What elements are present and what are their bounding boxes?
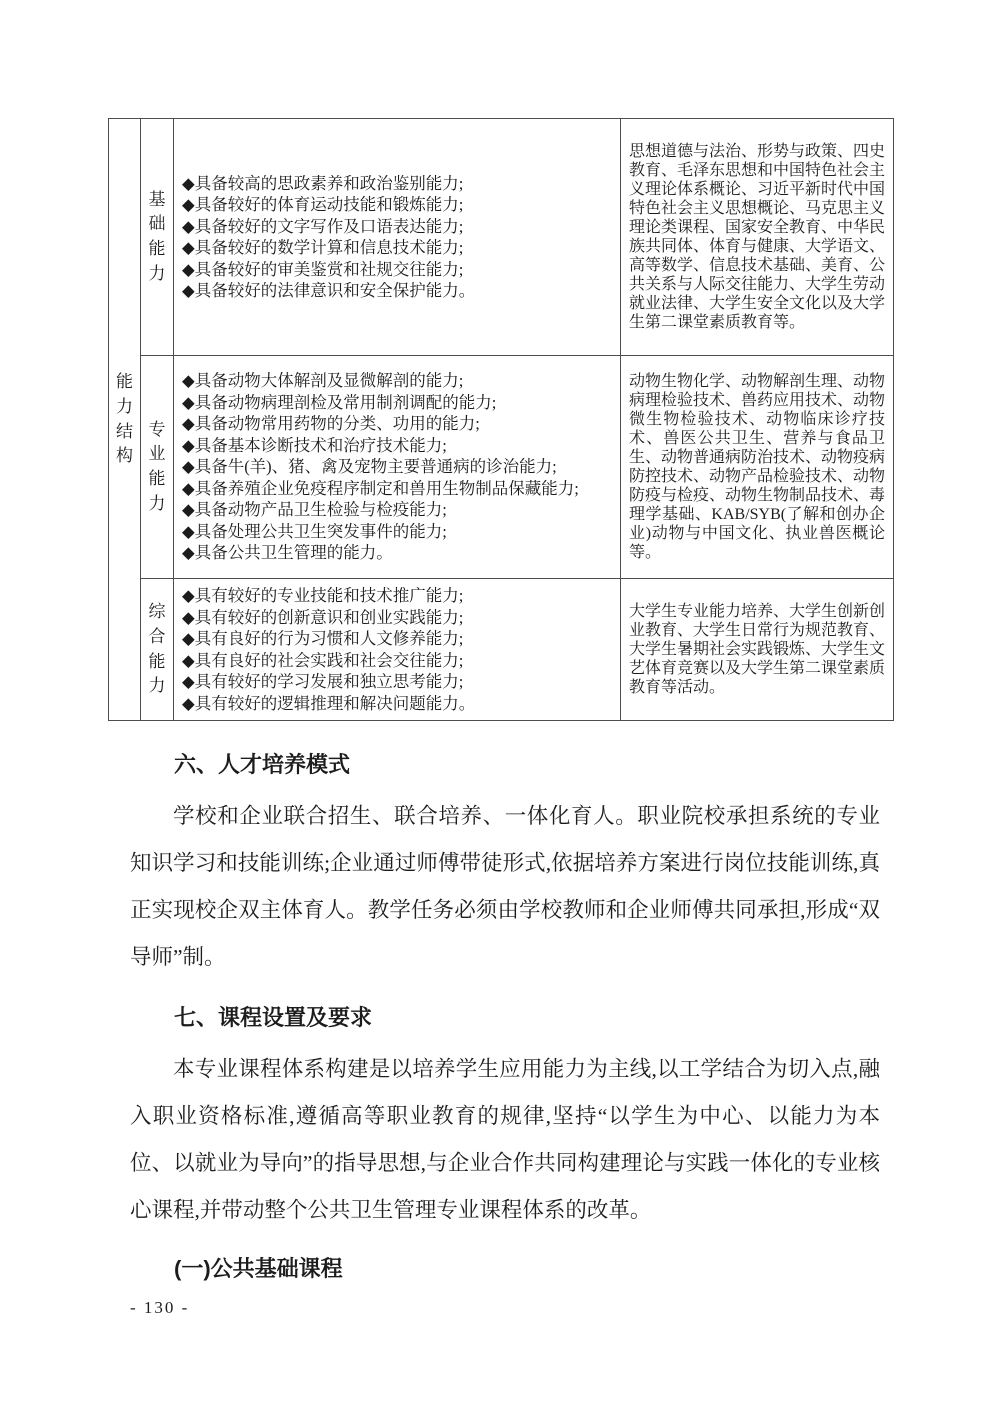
body-sections [130, 750, 880, 1284]
courses-cell [621, 119, 894, 356]
ability-item: ◆具备公共卫生管理的能力。 [182, 543, 393, 563]
page-content [108, 118, 893, 1284]
group-label: 能力结构 [116, 372, 133, 466]
row-label-basic: 基础能力 [148, 189, 166, 283]
ability-structure-table [108, 118, 894, 721]
ability-item: ◆具有较好的专业技能和技术推广能力; [182, 586, 464, 605]
ability-item: ◆具备基本诊断技术和治疗技术能力; [182, 435, 447, 455]
page-number: - 130 - [130, 1298, 190, 1317]
table-row [109, 356, 894, 579]
ability-item: ◆具有良好的行为习惯和人文修养能力; [182, 629, 464, 648]
ability-item: ◆具备动物病理剖检及常用制剂调配的能力; [182, 392, 497, 412]
ability-item: ◆具有较好的学习发展和独立思考能力; [182, 672, 464, 691]
courses-text: 思想道德与法治、形势与政策、四史教育、毛泽东思想和中国特色社会主义理论体系概论、习近平新时代中国特色社会主义思想概论、马克思主义理论类课程、国家安全教育、中华民族共同体、体育与健康、大学语文、高等数学、信息技术基础、美育、公共关系与人际交往能力、大学生劳动就业法律、大学生安全文化以及大学生第二课堂素质教育等。 [629, 143, 886, 331]
courses-cell [621, 356, 894, 579]
courses-text: 动物生物化学、动物解剖生理、动物病理检验技术、兽药应用技术、动物微生物检验技术、动物临床诊疗技术、兽医公共卫生、营养与食品卫生、动物普通病防治技术、动物疫病防控技术、动物产品检验技术、动物防疫与检疫、动物生物制品技术、毒理学基础、KAB/SYB(了解和创办企业)动物与中国文化、执业兽医概论等。 [629, 373, 886, 561]
ability-item: ◆具备较高的思政素养和政治鉴别能力; [182, 173, 464, 193]
ability-item: ◆具备养殖企业免疫程序制定和兽用生物制品保藏能力; [182, 478, 579, 498]
row-label-comprehensive: 综合能力 [148, 602, 166, 696]
table-row [109, 119, 894, 356]
ability-item: ◆具备较好的法律意识和安全保护能力。 [182, 281, 476, 300]
group-label-cell [109, 119, 141, 721]
ability-item: ◆具备较好的数学计算和信息技术能力; [182, 238, 464, 257]
abilities-cell [174, 579, 621, 721]
ability-item: ◆具备处理公共卫生突发事件的能力; [182, 521, 447, 541]
section-heading-curriculum: 七、课程设置及要求 [174, 1005, 373, 1030]
ability-item: ◆具有良好的社会实践和社会交往能力; [182, 650, 464, 670]
row-label-cell [141, 356, 174, 579]
section-heading-public-basic-courses: (一)公共基础课程 [174, 1256, 343, 1281]
abilities-cell [174, 356, 621, 579]
row-label-cell [141, 119, 174, 356]
ability-item: ◆具备动物产品卫生检验与检疫能力; [182, 500, 447, 520]
ability-item: ◆具备动物大体解剖及显微解剖的能力; [182, 371, 464, 391]
ability-item: ◆具备较好的文字写作及口语表达能力; [182, 216, 464, 236]
ability-item: ◆具有较好的创新意识和创业实践能力; [182, 607, 464, 627]
courses-cell [621, 579, 894, 721]
table-row [109, 579, 894, 721]
ability-item: ◆具备较好的审美鉴赏和社规交往能力; [182, 259, 464, 279]
courses-text: 大学生专业能力培养、大学生创新创业教育、大学生日常行为规范教育、大学生暑期社会实践锻炼、大学生文艺体育竞赛以及大学生第二课堂素质教育等活动。 [629, 603, 886, 696]
row-label-professional: 专业能力 [148, 419, 166, 513]
row-label-cell [141, 579, 174, 721]
section-heading-talent-model: 六、人才培养模式 [174, 752, 351, 777]
ability-item: ◆具备动物常用药物的分类、功用的能力; [182, 414, 480, 434]
talent-model-paragraph: 学校和企业联合招生、联合培养、一体化育人。职业院校承担系统的专业知识学习和技能训练;企业通过师傅带徒形式,依据培养方案进行岗位技能训练,真正实现校企双主体育人。教学任务必须由学校教师和企业师傅共同承担,形成“双导师”制。 [130, 804, 880, 969]
abilities-cell [174, 119, 621, 356]
curriculum-paragraph: 本专业课程体系构建是以培养学生应用能力为主线,以工学结合为切入点,融入职业资格标准,遵循高等职业教育的规律,坚持“以学生为中心、以能力为本位、以就业为导向”的指导思想,与企业合作共同构建理论与实践一体化的专业核心课程,并带动整个公共卫生管理专业课程体系的改革。 [130, 1057, 880, 1222]
ability-item: ◆具有较好的逻辑推理和解决问题能力。 [182, 693, 476, 713]
ability-item: ◆具备较好的体育运动技能和锻炼能力; [182, 195, 464, 214]
ability-item: ◆具备牛(羊)、猪、禽及宠物主要普通病的诊治能力; [182, 457, 557, 477]
